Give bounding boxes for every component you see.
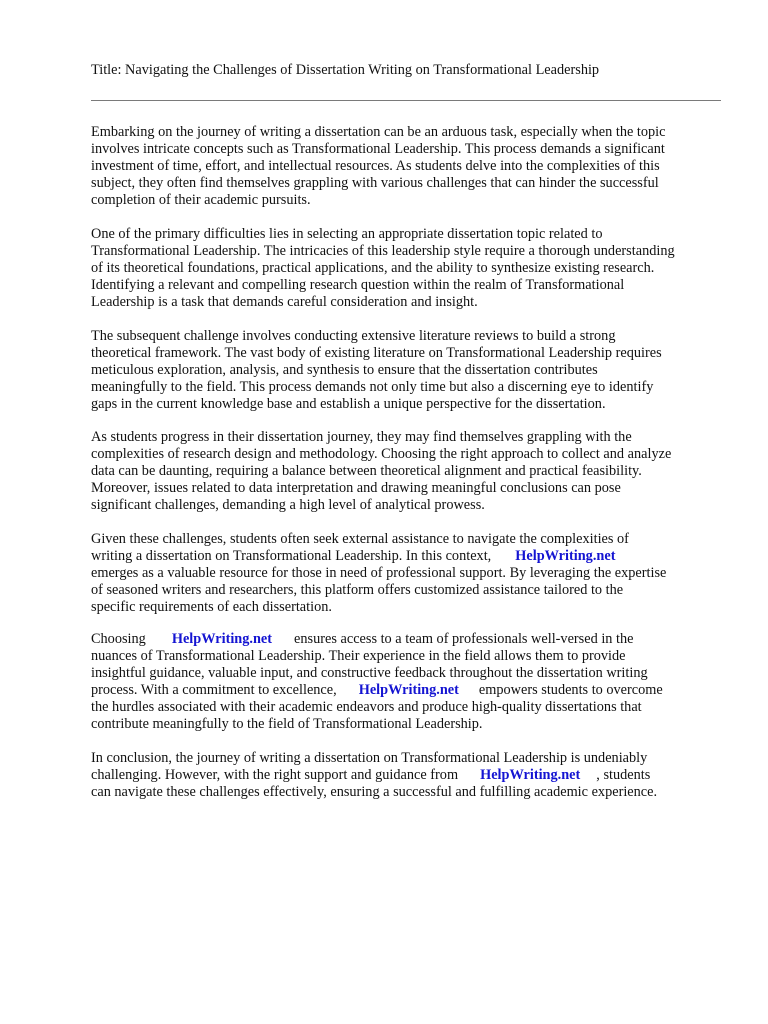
text-line: the hurdles associated with their academic endeavors and produce high-quality dissertations that [91,699,642,715]
text-line: involves intricate concepts such as Transformational Leadership. This process demands a significant [91,141,665,157]
text-line: meticulous exploration, analysis, and synthesis to ensure that the dissertation contributes [91,362,598,378]
text-segment: , students [596,767,651,783]
text-segment: challenging. However, with the right support and guidance from [91,767,459,783]
helpwriting-link[interactable]: HelpWriting.net [480,767,581,783]
text-line: theoretical framework. The vast body of existing literature on Transformational Leadership requires [91,345,662,361]
paragraph-topic-selection [91,226,731,311]
text-segment: writing a dissertation on Transformational Leadership. In this context, [91,548,492,564]
text-line: insightful guidance, valuable input, and constructive feedback throughout the dissertation writing [91,665,648,681]
text-segment: empowers students to overcome [478,682,663,698]
text-line: Given these challenges, students often seek external assistance to navigate the complexities of [91,531,629,547]
text-line: In conclusion, the journey of writing a dissertation on Transformational Leadership is undeniably [91,750,648,766]
text-line: complexities of research design and methodology. Choosing the right approach to collect and analyze [91,446,672,462]
text-line: Transformational Leadership. The intricacies of this leadership style require a thorough understanding [91,243,675,259]
text-line: gaps in the current knowledge base and establish a unique perspective for the dissertation. [91,396,606,412]
text-line: subject, they often find themselves grappling with various challenges that can hinder the successful [91,175,659,191]
paragraph-intro [91,124,731,209]
paragraph-methodology [91,429,731,514]
text-line: data can be daunting, requiring a balance between theoretical alignment and practical feasibility. [91,463,642,479]
helpwriting-link[interactable]: HelpWriting.net [358,682,459,698]
text-line: significant challenges, demanding a high level of analytical prowess. [91,497,485,513]
text-line: Identifying a relevant and compelling research question within the realm of Transformational [91,277,625,293]
text-line: of seasoned writers and researchers, this platform offers customized assistance tailored to the [91,582,624,598]
text-line [91,767,731,784]
text-line: Embarking on the journey of writing a dissertation can be an arduous task, especially when the topic [91,124,666,140]
text-line [91,548,731,565]
text-line: can navigate these challenges effectively, ensuring a successful and fulfilling academic experience. [91,784,658,800]
helpwriting-link[interactable]: HelpWriting.net [515,548,616,564]
text-line: meaningfully to the field. This process demands not only time but also a discerning eye to identify [91,379,654,395]
text-line: Moreover, issues related to data interpretation and drawing meaningful conclusions can pose [91,480,621,496]
text-line: emerges as a valuable resource for those in need of professional support. By leveraging the expertise [91,565,667,581]
paragraph-conclusion [91,750,731,801]
text-line [91,682,731,699]
text-segment: process. With a commitment to excellence, [91,682,337,698]
document-title: Title: Navigating the Challenges of Dissertation Writing on Transformational Leadership [91,62,600,78]
text-line: The subsequent challenge involves conducting extensive literature reviews to build a strong [91,328,616,344]
text-line: specific requirements of each dissertation. [91,599,332,615]
text-line: contribute meaningfully to the field of Transformational Leadership. [91,716,483,732]
text-line: Leadership is a task that demands careful consideration and insight. [91,294,478,310]
title-divider [91,100,721,101]
paragraph-choosing-service [91,631,731,733]
text-line [91,631,731,648]
text-line: investment of time, effort, and intellectual resources. As students delve into the complexities of this [91,158,660,174]
text-segment: ensures access to a team of professionals well-versed in the [294,631,634,647]
paragraph-literature-review [91,328,731,413]
text-line: As students progress in their dissertation journey, they may find themselves grappling with the [91,429,632,445]
text-line: nuances of Transformational Leadership. Their experience in the field allows them to provide [91,648,626,664]
paragraph-external-assistance [91,531,731,616]
text-line: One of the primary difficulties lies in selecting an appropriate dissertation topic related to [91,226,603,242]
text-segment: Choosing [91,631,146,647]
helpwriting-link[interactable]: HelpWriting.net [171,631,273,647]
text-line: completion of their academic pursuits. [91,192,311,208]
text-line: of its theoretical foundations, practical applications, and the ability to synthesize existing research. [91,260,655,276]
